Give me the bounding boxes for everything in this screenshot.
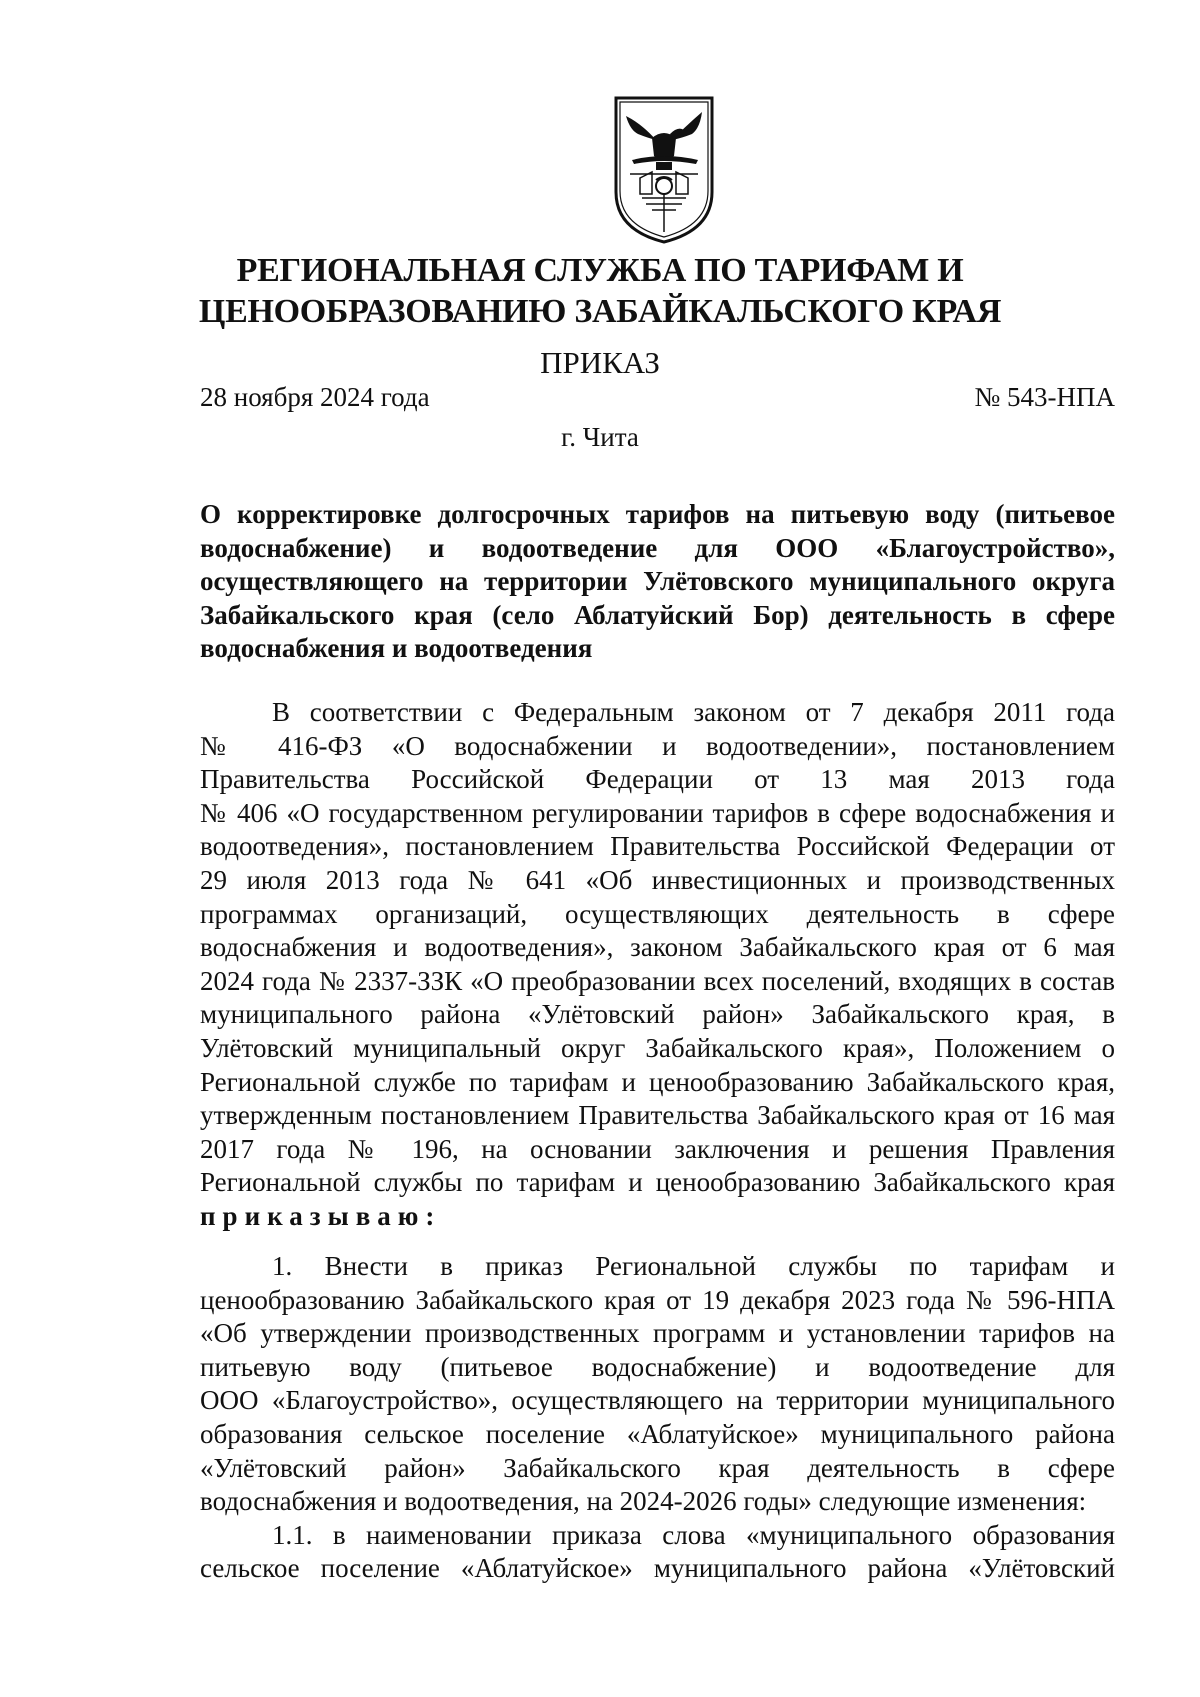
preamble-line: 29 июля 2013 года № 641 «Об инвестиционных и производственных [200, 864, 1115, 895]
item-1-line: 1. Внести в приказ Региональной службы по тарифам и [272, 1251, 1115, 1281]
preamble-line: № 416-ФЗ «О водоснабжении и водоотведении», постановлением [200, 730, 1115, 761]
organization-title-line-2: ЦЕНООБРАЗОВАНИЮ ЗАБАЙКАЛЬСКОГО КРАЯ [198, 293, 1002, 330]
subject-line: осуществляющего на территории Улётовского муниципального округа [200, 566, 1115, 597]
item-1-line: ООО «Благоустройство», осуществляющего на территории муниципального [200, 1385, 1115, 1416]
item-1-line: ценообразованию Забайкальского края от 19 декабря 2023 года № 596-НПА [200, 1284, 1115, 1315]
item-1-line: образования сельское поселение «Аблатуйское» муниципального района [200, 1418, 1115, 1449]
preamble-line: Региональной службы по тарифам и ценообразованию Забайкальского края [200, 1167, 1115, 1198]
subject-line: водоснабжение) и водоотведение для ООО «Благоустройство», [200, 532, 1115, 563]
organization-title-line-1: РЕГИОНАЛЬНАЯ СЛУЖБА ПО ТАРИФАМ И [236, 252, 964, 289]
preamble-line: водоотведения», постановлением Правительства Российской Федерации от [200, 831, 1115, 862]
subject-line: Забайкальского края (село Аблатуйский Бор) деятельность в сфере [200, 599, 1115, 630]
document-subject [200, 497, 1115, 665]
preamble-paragraph [200, 696, 1115, 1234]
subject-line: О корректировке долгосрочных тарифов на питьевую воду (питьевое [200, 499, 1115, 529]
item-1-paragraph [200, 1250, 1115, 1586]
document-city: г. Чита [561, 422, 639, 452]
item-1-line: «Об утверждении производственных программ и установлении тарифов на [200, 1318, 1115, 1349]
subject-line: водоснабжения и водоотведения [200, 633, 593, 664]
document-date: 28 ноября 2024 года [200, 382, 430, 412]
preamble-line: утвержденным постановлением Правительства Забайкальского края от 16 мая [200, 1100, 1115, 1131]
preamble-line: № 406 «О государственном регулировании тарифов в сфере водоснабжения и [200, 797, 1115, 828]
document-number: № 543-НПА [974, 382, 1115, 412]
preamble-line: водоснабжения и водоотведения», законом Забайкальского края от 6 мая [200, 932, 1115, 963]
preamble-line: программах организаций, осуществляющих деятельность в сфере [200, 898, 1115, 929]
item-1-line: «Улётовский район» Забайкальского края деятельность в сфере [200, 1452, 1115, 1483]
document-type: ПРИКАЗ [540, 345, 660, 380]
preamble-line: Региональной службе по тарифам и ценообразованию Забайкальского края, [200, 1066, 1115, 1097]
preamble-line: Улётовский муниципальный округ Забайкальского края», Положением о [200, 1032, 1115, 1063]
item-1-1-line: 1.1. в наименовании приказа слова «муниципального образования [272, 1519, 1115, 1550]
item-1-line: питьевую воду (питьевое водоснабжение) и водоотведение для [200, 1351, 1115, 1382]
preamble-line: муниципального района «Улётовский район» Забайкальского края, в [200, 999, 1115, 1030]
item-1-line: водоснабжения и водоотведения, на 2024-2026 годы» следующие изменения: [200, 1486, 1087, 1517]
preamble-line: 2017 года № 196, на основании заключения и решения Правления [200, 1133, 1115, 1164]
item-1-1-line: сельское поселение «Аблатуйское» муниципального района «Улётовский [200, 1553, 1115, 1584]
preamble-line: Правительства Российской Федерации от 13 мая 2013 года [200, 764, 1115, 795]
preamble-line: В соответствии с Федеральным законом от 7 декабря 2011 года [272, 697, 1115, 727]
preamble-line: 2024 года № 2337-ЗЗК «О преобразовании всех поселений, входящих в состав [200, 965, 1115, 996]
coat-of-arms-emblem [612, 94, 716, 244]
order-word: приказываю: [200, 1200, 442, 1231]
